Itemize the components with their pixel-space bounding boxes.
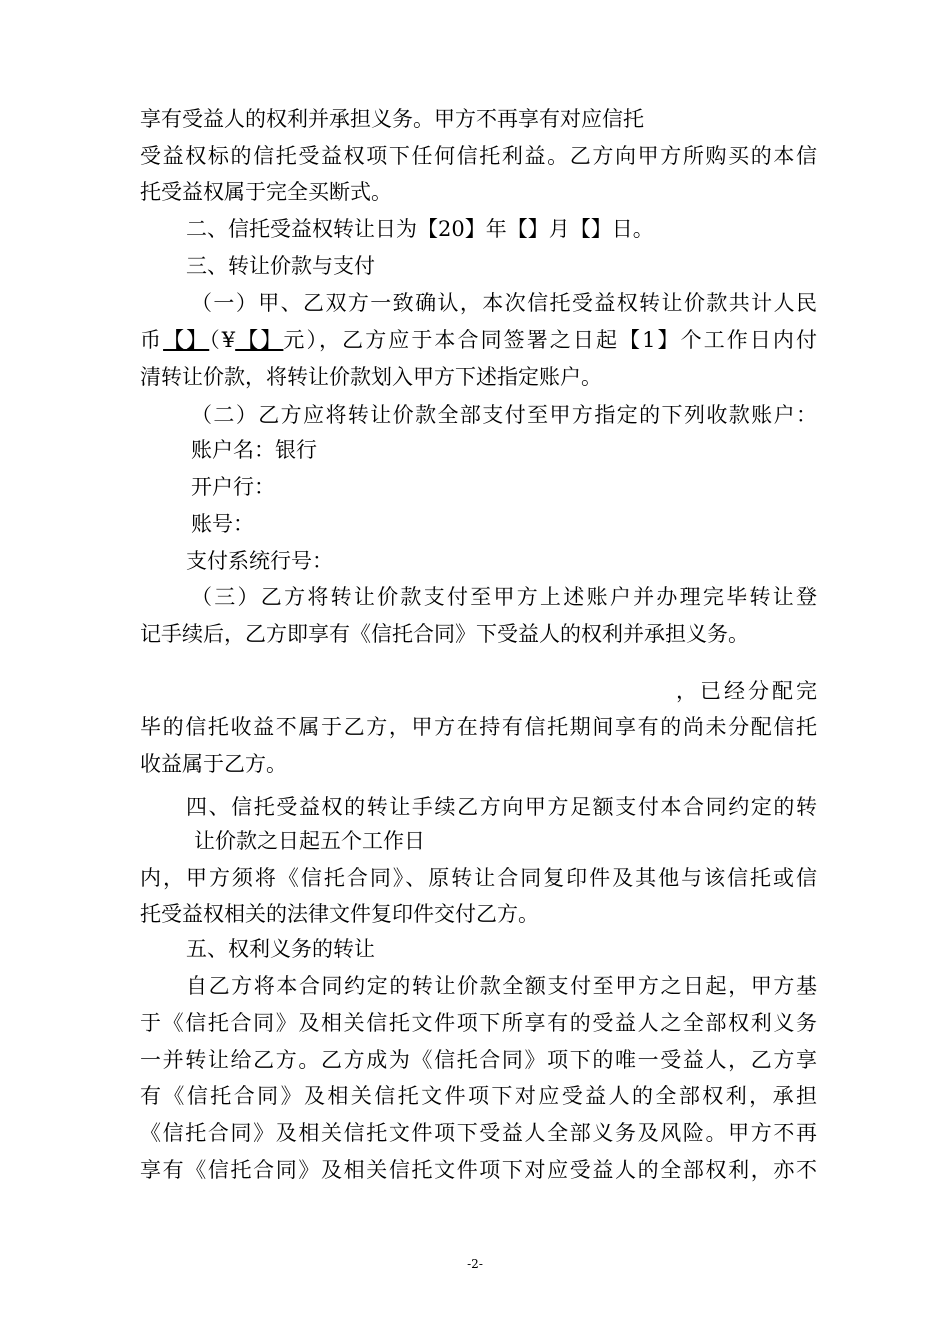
text-line: 《信托合同》及相关信托文件项下受益人全部义务及风险。甲方不再 [140,1121,817,1145]
account-name-label: 账户名：银行 [191,438,317,462]
text-line: 让价款之日起五个工作日 [194,829,425,853]
text-line: 有《信托合同》及相关信托文件项下对应受益人的全部权利，承担 [140,1084,817,1108]
price-line [140,325,817,355]
text-line: 一并转让给乙方。乙方成为《信托合同》项下的唯一受益人，乙方享 [140,1048,817,1072]
text-line: ，已经分配完 [676,679,817,703]
text-line: 于《信托合同》及相关信托文件项下所享有的受益人之全部权利义务 [140,1011,817,1035]
text-line: （一）甲、乙双方一致确认，本次信托受益权转让价款共计人民 [191,291,817,315]
text-fragment: 元），乙方应于本合同签署之日起【1】个工作日内付 [283,328,818,352]
page-number: -2- [467,1257,483,1271]
amount-blank: 【】 [163,328,210,352]
text-line: 毕的信托收益不属于乙方，甲方在持有信托期间享有的尚未分配信托 [140,715,817,739]
text-line: 自乙方将本合同约定的转让价款全额支付至甲方之日起，甲方基 [186,974,817,998]
text-line: 享有《信托合同》及相关信托文件项下对应受益人的全部权利，亦不 [140,1158,817,1182]
text-line: 托受益权属于完全买断式。 [140,180,392,204]
text-line: 收益属于乙方。 [140,752,287,776]
text-line: 托受益权相关的法律文件复印件交付乙方。 [140,902,539,926]
text-line: （三）乙方将转让价款支付至甲方上述账户并办理完毕转让登 [191,585,817,609]
section-heading: 五、权利义务的转让 [186,937,375,961]
text-line: 记手续后，乙方即享有《信托合同》下受益人的权利并承担义务。 [140,622,749,646]
payment-system-label: 支付系统行号： [186,549,333,573]
text-line: 内，甲方须将《信托合同》、原转让合同复印件及其他与该信托或信 [140,866,817,890]
text-line: 受益权标的信托受益权项下任何信托利益。乙方向甲方所购买的本信 [140,144,817,168]
bank-label: 开户行： [191,475,275,499]
amount-blank: 【】 [235,328,284,352]
section-heading: 四、信托受益权的转让手续乙方向甲方足额支付本合同约定的转 [186,795,817,819]
section-heading: 二、信托受益权转让日为【20】年【】月【】日。 [186,217,654,241]
account-number-label: 账号： [191,512,254,536]
text-fragment: （¥ [209,328,236,352]
text-line: 享有受益人的权利并承担义务。甲方不再享有对应信托 [140,107,644,131]
section-heading: 三、转让价款与支付 [186,254,375,278]
text-fragment: 币 [140,328,164,352]
text-line: 清转让价款，将转让价款划入甲方下述指定账户。 [140,365,602,389]
text-line: （二）乙方应将转让价款全部支付至甲方指定的下列收款账户： [191,403,817,427]
